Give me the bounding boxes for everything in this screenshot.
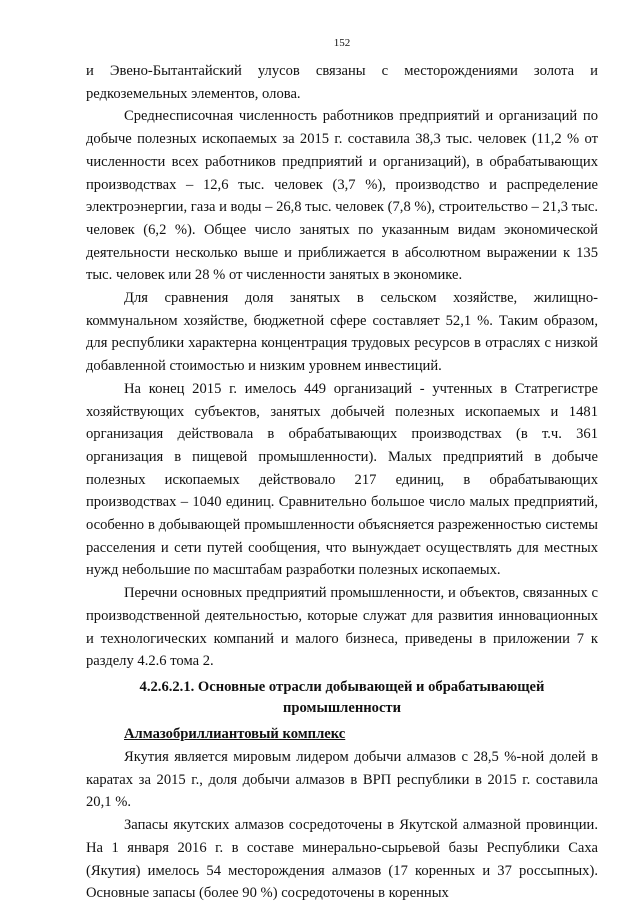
paragraph-2: Среднесписочная численность работников предприятий и организаций по добыче полезных ископаемых за 2015 г. составила 38,3 тыс. человек (11,2 % от численности всех работников предприятий и организаций), в обрабатывающих производствах – 12,6 тыс. человек (3,7 %), производство и распределение электроэнергии, газа и воды – 26,8 тыс. человек (7,8 %), строительство – 21,3 тыс. человек (6,2 %). Общее число занятых по указанным видам экономической деятельности несколько выше и приближается в абсолютном выражении к 135 тыс. человек или 28 % от численности занятых в экономике.	[86, 108, 598, 284]
section-heading-line-2: промышленности	[282, 699, 402, 716]
section-heading	[86, 677, 598, 719]
document-page	[86, 36, 598, 905]
paragraph-4: На конец 2015 г. имелось 449 организаций - учтенных в Статрегистре хозяйствующих субъектов, занятых добычей полезных ископаемых и 1481 организация действовала в обрабатывающих производствах (в т.ч. 361 организация в пищевой промышленности). Малых предприятий в добыче полезных ископаемых действовало 217 единиц, в обрабатывающих производствах – 1040 единиц. Сравнительно большое число малых предприятий, особенно в добывающей промышленности объясняется разреженностью системы расселения и сети путей сообщения, что вынуждает осуществлять для местных нужд небольшие по масштабам разработки полезных ископаемых.	[86, 380, 598, 579]
paragraph-3: Для сравнения доля занятых в сельском хозяйстве, жилищно-коммунальном хозяйстве, бюджетной сфере составляет 52,1 %. Таким образом, для республики характерна концентрация трудовых ресурсов в отраслях с низкой добавленной стоимостью и низким уровнем инвестиций.	[86, 290, 598, 375]
page-number: 152	[333, 37, 351, 49]
paragraph-5: Перечни основных предприятий промышленности, и объектов, связанных с производственной деятельностью, которые служат для развития инновационных и технологических компаний и малого бизнеса, приведены в приложении 7 к разделу 4.2.6 тома 2.	[86, 585, 598, 670]
subsection-heading: Алмазобриллиантовый комплекс	[124, 725, 346, 742]
section-heading-line-1: 4.2.6.2.1. Основные отрасли добывающей и обрабатывающей	[139, 678, 545, 695]
paragraph-7: Запасы якутских алмазов сосредоточены в Якутской алмазной провинции. На 1 января 2016 г. в составе минерально-сырьевой базы Республики Саха (Якутия) имелось 54 месторождения алмазов (17 коренных и 37 россыпных). Основные запасы (более 90 %) сосредоточены в коренных	[86, 817, 598, 902]
paragraph-1: и Эвено-Бытантайский улусов связаны с месторождениями золота и редкоземельных элементов, олова.	[86, 63, 598, 102]
paragraph-6: Якутия является мировым лидером добычи алмазов с 28,5 %-ной долей в каратах за 2015 г., доля добычи алмазов в ВРП республики в 2015 г. составила 20,1 %.	[86, 748, 598, 811]
